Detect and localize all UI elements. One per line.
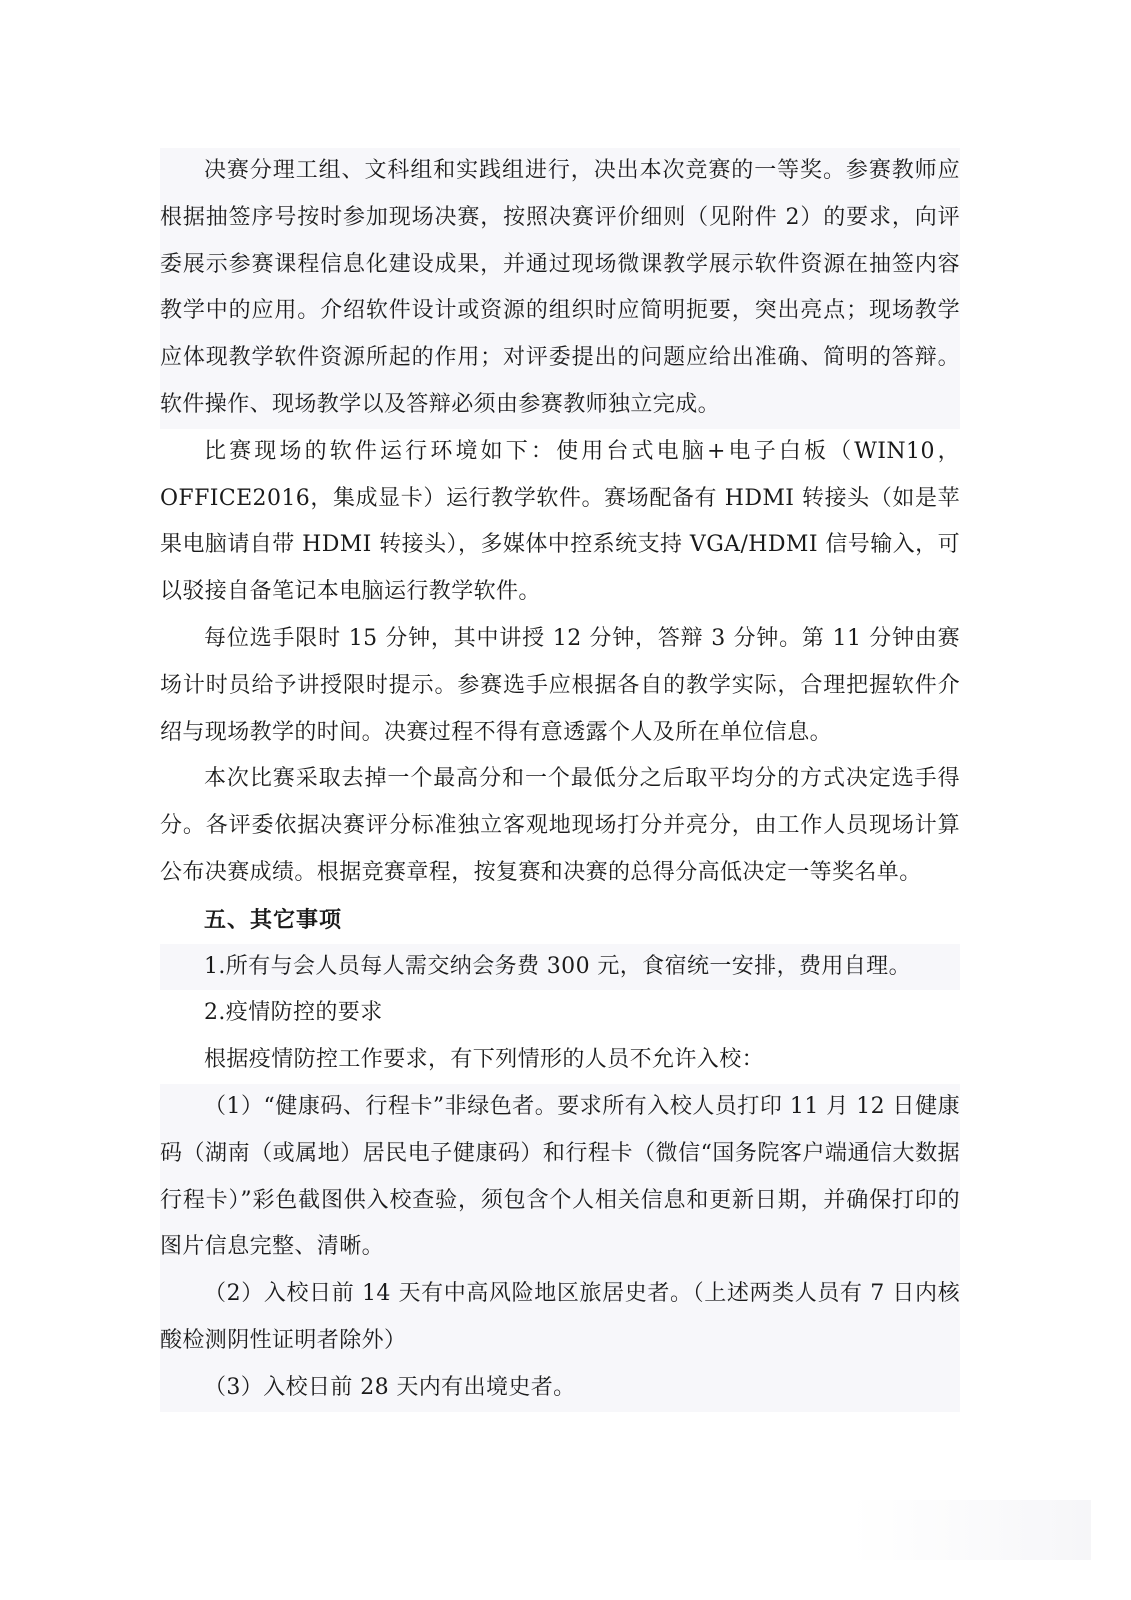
section-heading-other-matters: 五、其它事项 bbox=[204, 906, 343, 933]
condition-risk-area-travel: （2）入校日前 14 天有中高风险地区旅居史者。（上述两类人员有 7 日内核酸检测阴性证明者除外） bbox=[160, 1271, 960, 1365]
paragraph-scoring: 本次比赛采取去掉一个最高分和一个最低分之后取平均分的方式决定选手得分。各评委依据决赛评分标准独立客观地现场打分并亮分，由工作人员现场计算公布决赛成绩。根据竞赛章程，按复赛和决赛的总得分高低决定一等奖名单。 bbox=[160, 766, 960, 885]
condition-overseas-travel: （3）入校日前 28 天内有出境史者。 bbox=[160, 1365, 960, 1412]
document-body bbox=[160, 148, 960, 1412]
condition-health-code: （1）“健康码、行程卡”非绿色者。要求所有入校人员打印 11 月 12 日健康码（湖南（或属地）居民电子健康码）和行程卡（微信“国务院客户端通信大数据行程卡）”彩色截图供入校查验，须包含个人相关信息和更新日期，并确保打印的图片信息完整、清晰。 bbox=[160, 1084, 960, 1271]
paragraph-software-environment: 比赛现场的软件运行环境如下：使用台式电脑+电子白板（WIN10，OFFICE2016，集成显卡）运行教学软件。赛场配备有 HDMI 转接头（如是苹果电脑请自带 HDMI 转接头），多媒体中控系统支持 VGA/HDMI 信号输入，可以驳接自备笔记本电脑运行教学软件。 bbox=[160, 438, 960, 605]
paragraph-final-competition: 决赛分理工组、文科组和实践组进行，决出本次竞赛的一等奖。参赛教师应根据抽签序号按时参加现场决赛，按照决赛评价细则（见附件 2）的要求，向评委展示参赛课程信息化建设成果，并通过现场微课教学展示软件资源在抽签内容教学中的应用。介绍软件设计或资源的组织时应简明扼要，突出亮点；现场教学应体现教学软件资源所起的作用；对评委提出的问题应给出准确、简明的答辩。软件操作、现场教学以及答辩必须由参赛教师独立完成。 bbox=[160, 148, 960, 429]
scan-shading bbox=[851, 1500, 1091, 1560]
epidemic-intro: 根据疫情防控工作要求，有下列情形的人员不允许入校： bbox=[204, 1047, 765, 1073]
paragraph-time-limit: 每位选手限时 15 分钟，其中讲授 12 分钟，答辩 3 分钟。第 11 分钟由赛场计时员给予讲授限时提示。参赛选手应根据各自的教学实际，合理把握软件介绍与现场教学的时间。决赛过程不得有意透露个人及所在单位信息。 bbox=[160, 625, 960, 745]
item-conference-fee: 1.所有与会人员每人需交纳会务费 300 元，食宿统一安排，费用自理。 bbox=[160, 944, 960, 991]
item-epidemic-requirements: 2.疫情防控的要求 bbox=[204, 1000, 383, 1026]
